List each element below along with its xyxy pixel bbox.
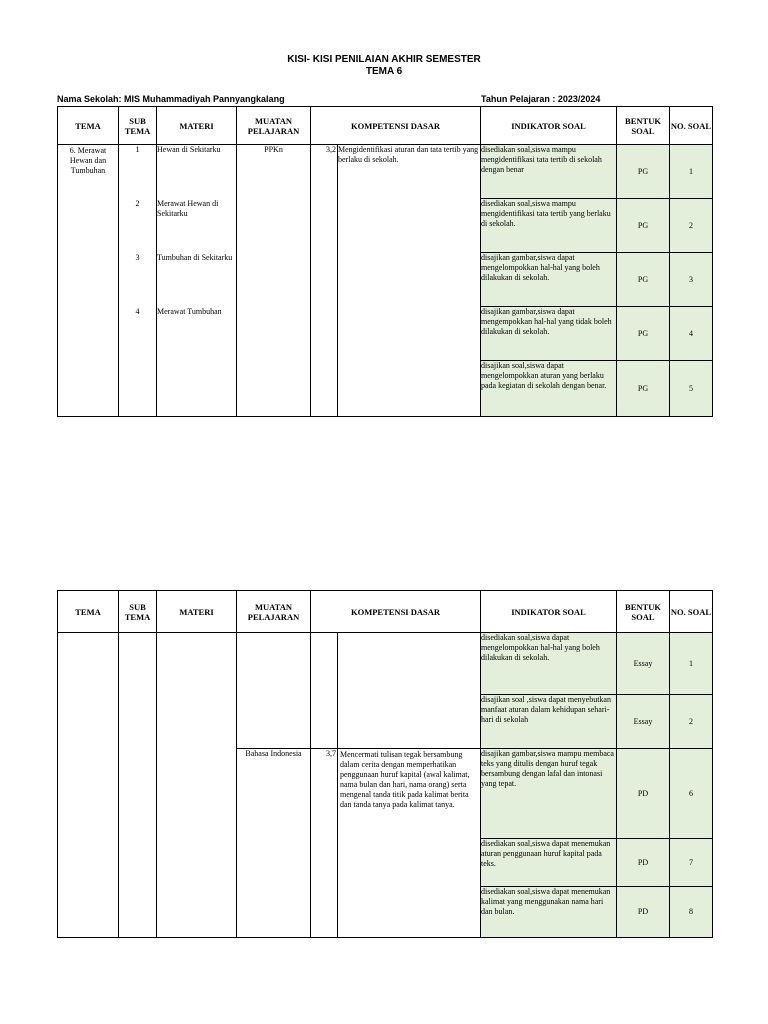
col-no: NO. SOAL — [670, 107, 713, 145]
col-subtema: SUB TEMA — [119, 591, 157, 633]
no-soal-cell: 4 — [670, 307, 713, 361]
col-tema: TEMA — [58, 591, 119, 633]
document-subtitle: TEMA 6 — [365, 66, 403, 77]
col-tema: TEMA — [58, 107, 119, 145]
subtema-cell: 3 — [119, 253, 157, 307]
no-soal-cell: 8 — [670, 887, 713, 938]
table-row — [58, 633, 713, 695]
table-row — [58, 145, 713, 199]
subtema-cell — [119, 633, 157, 938]
kisi-table-1 — [57, 106, 713, 417]
kd-text — [338, 633, 481, 749]
kd-text: Mencermati tulisan tegak bersambung dalam cerita dengan memperhatikan penggunaan huruf kapital (awal kalimat, nama bulan dan hari, nama orang) serta mengenal tanda titik pada kalimat berita dan tanda tanya pada kalimat tanya. — [338, 749, 481, 938]
indikator-cell: disediakan soal,siswa mampu mengidentifikasi tata tertib yang berlaku di sekolah. — [481, 199, 617, 253]
bentuk-cell: PG — [617, 307, 670, 361]
col-bentuk: BENTUK SOAL — [617, 107, 670, 145]
table-header-row — [58, 591, 713, 633]
materi-cell: Merawat Tumbuhan — [157, 307, 237, 361]
indikator-cell: disediakan soal,siswa dapat mengelompokkan hal-hal yang boleh dilakukan di sekolah. — [481, 633, 617, 695]
indikator-cell: disediakan soal,siswa dapat menemukan kalimat yang menggunakan nama hari dan bulan. — [481, 887, 617, 938]
indikator-cell: disajikan gambar,siswa dapat mengelompokkan hal-hal yang boleh dilakukan di sekolah. — [481, 253, 617, 307]
subtema-cell: 4 — [119, 307, 157, 361]
col-indikator: INDIKATOR SOAL — [481, 591, 617, 633]
indikator-cell: disajikan gambar,siswa mampu membaca teks yang ditulis dengan huruf tegak bersambung dengan lafal dan intonasi yang tepat. — [481, 749, 617, 839]
indikator-cell: disediakan soal,siswa dapat menemukan aturan penggunaan huruf kapital pada teks. — [481, 839, 617, 887]
kd-number — [311, 633, 338, 749]
kd-number: 3,7 — [311, 749, 338, 938]
muatan-cell: PPKn — [237, 145, 311, 417]
kd-text: Mengidentifikasi aturan dan tata tertib yang berlaku di sekolah. — [338, 145, 481, 417]
no-soal-cell: 2 — [670, 199, 713, 253]
col-muatan: MUATAN PELAJARAN — [237, 591, 311, 633]
bentuk-cell: PG — [617, 361, 670, 417]
col-kd: KOMPETENSI DASAR — [311, 591, 481, 633]
subtema-cell — [119, 361, 157, 417]
bentuk-cell: Essay — [617, 695, 670, 749]
bentuk-cell: Essay — [617, 633, 670, 695]
no-soal-cell: 1 — [670, 145, 713, 199]
tema-cell — [58, 633, 119, 938]
col-materi: MATERI — [157, 591, 237, 633]
materi-cell: Tumbuhan di Sekitarku — [157, 253, 237, 307]
academic-year: Tahun Pelajaran : 2023/2024 — [481, 94, 601, 104]
no-soal-cell: 3 — [670, 253, 713, 307]
subtema-cell: 2 — [119, 199, 157, 253]
indikator-cell: disajikan soal,siswa dapat mengelompokkan aturan yang berlaku pada kegiatan di sekolah dengan benar. — [481, 361, 617, 417]
bentuk-cell: PD — [617, 749, 670, 839]
bentuk-cell: PD — [617, 839, 670, 887]
table-header-row — [58, 107, 713, 145]
muatan-cell: Bahasa Indonesia — [237, 749, 311, 938]
indikator-cell: disajikan soal ,siswa dapat menyebutkan manfaat aturan dalam kehidupan sehari-hari di sekolah — [481, 695, 617, 749]
no-soal-cell: 7 — [670, 839, 713, 887]
kisi-table-2 — [57, 590, 713, 938]
materi-cell — [157, 633, 237, 938]
tema-cell: 6. Merawat Hewan dan Tumbuhan — [58, 145, 119, 417]
col-kd: KOMPETENSI DASAR — [311, 107, 481, 145]
bentuk-cell: PG — [617, 253, 670, 307]
indikator-cell: disajikan gambar,siswa dapat mengempokkan hal-hal yang tidak boleh dilakukan di sekolah. — [481, 307, 617, 361]
col-muatan: MUATAN PELAJARAN — [237, 107, 311, 145]
no-soal-cell: 1 — [670, 633, 713, 695]
materi-cell — [157, 361, 237, 417]
bentuk-cell: PG — [617, 145, 670, 199]
col-indikator: INDIKATOR SOAL — [481, 107, 617, 145]
materi-cell: Hewan di Sekitarku — [157, 145, 237, 199]
no-soal-cell: 2 — [670, 695, 713, 749]
col-subtema: SUB TEMA — [119, 107, 157, 145]
subtema-cell: 1 — [119, 145, 157, 199]
muatan-cell — [237, 633, 311, 749]
materi-cell: Merawat Hewan di Sekitarku — [157, 199, 237, 253]
bentuk-cell: PD — [617, 887, 670, 938]
school-name: Nama Sekolah: MIS Muhammadiyah Pannyangkalang — [57, 94, 285, 104]
no-soal-cell: 5 — [670, 361, 713, 417]
col-materi: MATERI — [157, 107, 237, 145]
col-bentuk: BENTUK SOAL — [617, 591, 670, 633]
no-soal-cell: 6 — [670, 749, 713, 839]
kd-number: 3,2 — [311, 145, 338, 417]
col-no: NO. SOAL — [670, 591, 713, 633]
document-title: KISI- KISI PENILAIAN AKHIR SEMESTER — [287, 54, 481, 65]
bentuk-cell: PG — [617, 199, 670, 253]
indikator-cell: disediakan soal,siswa mampu mengidentifikasi tata tertib di sekolah dengan benar — [481, 145, 617, 199]
